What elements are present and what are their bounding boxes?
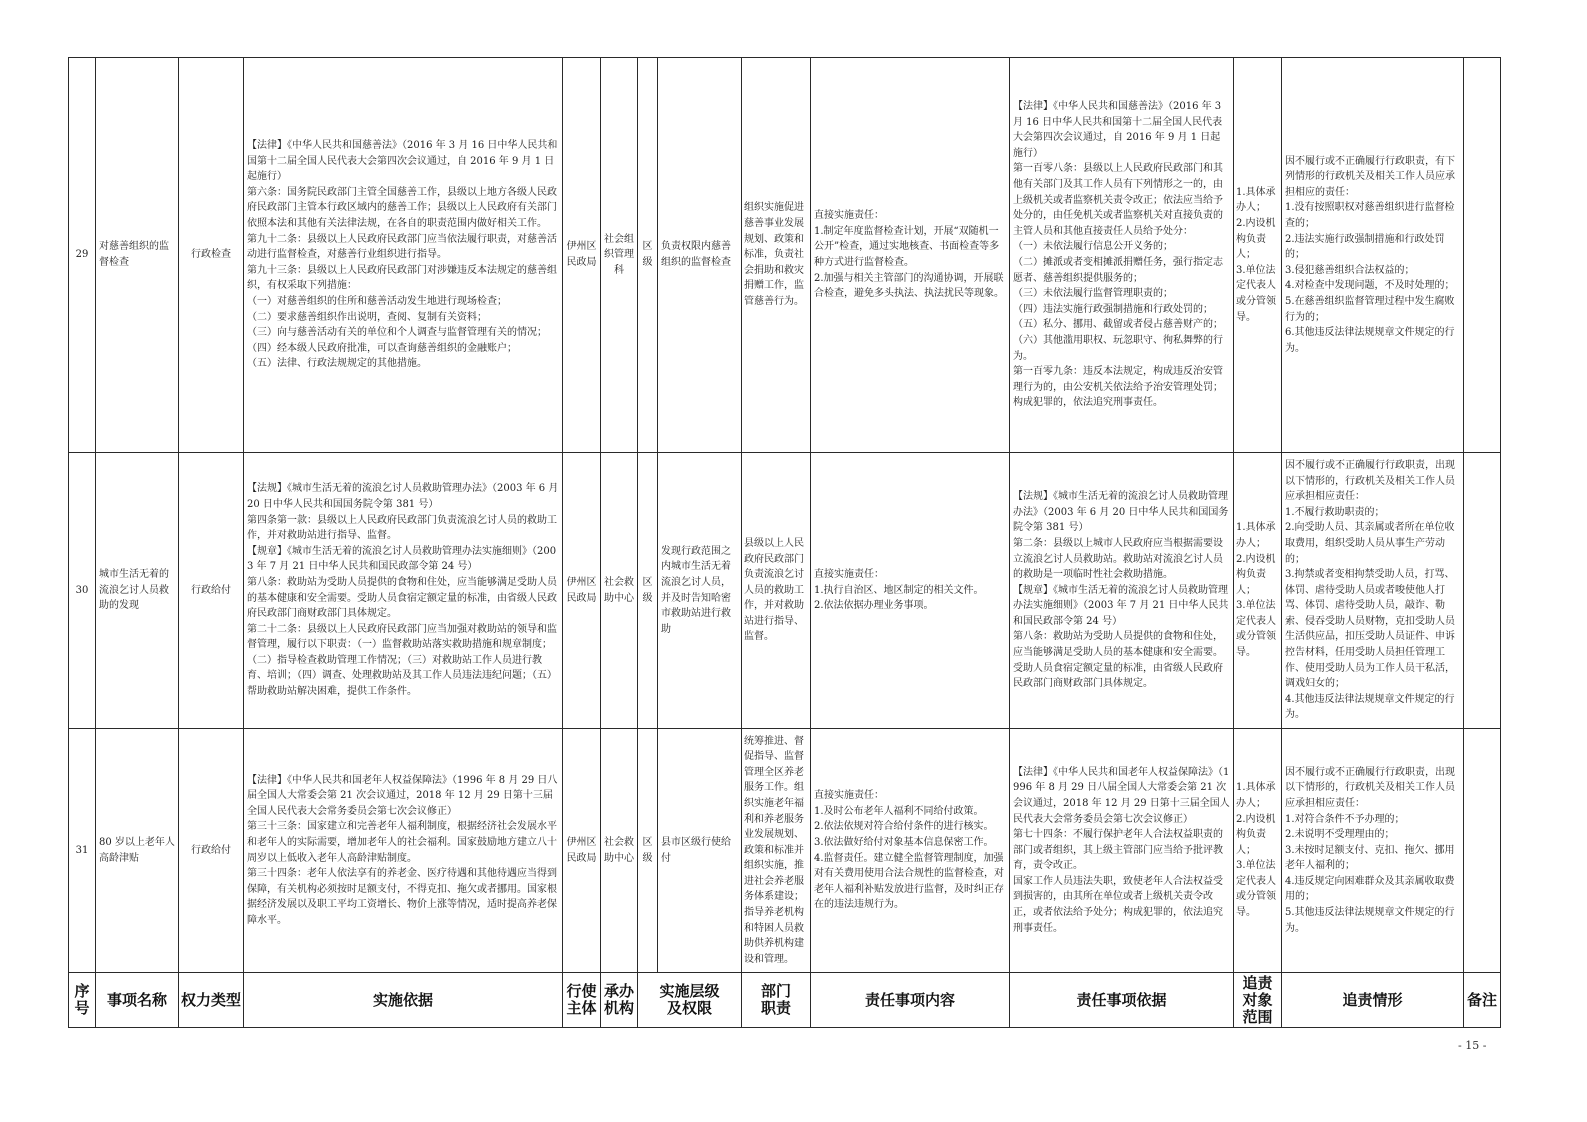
row-seq: 30 [69, 453, 96, 729]
row-item-name: 城市生活无着的流浪乞讨人员救助的发现 [96, 453, 179, 729]
row-level-detail: 发现行政范围之内城市生活无着流浪乞讨人员，并及时告知哈密市救助站进行救助 [658, 453, 742, 729]
header-legal-basis: 实施依据 [244, 973, 563, 1028]
row-accountability-scope: 1.具体承办人； 2.内设机构负责人； 3.单位法定代表人或分管领导。 [1234, 58, 1282, 453]
row-subject: 伊州区民政局 [563, 58, 601, 453]
table-row [69, 58, 1501, 453]
row-resp-basis: 【法律】《中华人民共和国老年人权益保障法》（1996 年 8 月 29 日八届全国人大常委会第 21 次会议通过，2018 年 12 月 29 日第十三届全国人民代表大会常务委员会第七次会议修正） 第七十四条：不履行保护老年人合法权益职责的部门或者组织，其上级主管部门应当给予批评教育，责令改正。 国家工作人员违法失职，致使老年人合法权益受到损害的，由其所在单位或者上级机关责令改正，或者依法给予处分；构成犯罪的，依法追究刑事责任。 [1010, 729, 1234, 973]
header-level: 实施层级及权限 [638, 973, 742, 1028]
header-remark: 备注 [1464, 973, 1501, 1028]
row-remark [1464, 453, 1501, 729]
row-level: 区级 [638, 58, 658, 453]
table-row [69, 729, 1501, 973]
row-level-detail: 负责权限内慈善组织的监督检查 [658, 58, 742, 453]
table-row [69, 453, 1501, 729]
row-accountability-cases: 因不履行或不正确履行行政职责，有下列情形的行政机关及相关工作人员应承担相应的责任： 1.没有按照职权对慈善组织进行监督检查的； 2.违法实施行政强制措施和行政处罚的； 3.侵犯慈善组织合法权益的； 4.对检查中发现问题，不及时处理的； 5.在慈善组织监督管理过程中发生腐败行为的； 6.其他违反法律法规规章文件规定的行为。 [1282, 58, 1464, 453]
header-accountability-cases: 追责情形 [1282, 973, 1464, 1028]
row-agency: 社会救助中心 [601, 729, 638, 973]
row-legal-basis: 【法律】《中华人民共和国老年人权益保障法》（1996 年 8 月 29 日八届全国人大常委会第 21 次会议通过，2018 年 12 月 29 日第十三届全国人民代表大会常务委员会第七次会议修正） 第三十三条：国家建立和完善老年人福利制度，根据经济社会发展水平和老年人的实际需要，增加老年人的社会福利。国家鼓励地方建立八十周岁以上低收入老年人高龄津贴制度。 第三十四条：老年人依法享有的养老金、医疗待遇和其他待遇应当得到保障，有关机构必须按时足额支付，不得克扣、拖欠或者挪用。国家根据经济发展以及职工平均工资增长、物价上涨等情况，适时提高养老保障水平。 [244, 729, 563, 973]
row-accountability-scope: 1.具体承办人； 2.内设机构负责人； 3.单位法定代表人或分管领导。 [1234, 453, 1282, 729]
row-item-name: 80 岁以上老年人高龄津贴 [96, 729, 179, 973]
row-power-type: 行政给付 [179, 453, 244, 729]
header-agency: 承办机构 [601, 973, 638, 1028]
row-accountability-scope: 1.具体承办人； 2.内设机构负责人； 3.单位法定代表人或分管领导。 [1234, 729, 1282, 973]
row-seq: 31 [69, 729, 96, 973]
header-seq: 序号 [69, 973, 96, 1028]
row-subject: 伊州区民政局 [563, 729, 601, 973]
table-header-row [69, 973, 1501, 1028]
header-power-type: 权力类型 [179, 973, 244, 1028]
row-level-detail: 县市区级行使给付 [658, 729, 742, 973]
header-dept-duty: 部门职责 [742, 973, 811, 1028]
responsibility-table [68, 57, 1501, 1028]
header-accountability-scope: 追责对象范围 [1234, 973, 1282, 1028]
row-dept-duty: 统筹推进、督促指导、监督管理全区养老服务工作。组织实施老年福利和养老服务业发展规划、政策和标准并组织实施，推进社会养老服务体系建设；指导养老机构和特困人员救助供养机构建设和管理。 [742, 729, 811, 973]
row-resp-basis: 【法律】《中华人民共和国慈善法》（2016 年 3 月 16 日中华人民共和国第十二届全国人民代表大会第四次会议通过，自 2016 年 9 月 1 日起施行） 第一百零八条：县级以上人民政府民政部门和其他有关部门及其工作人员有下列情形之一的，由上级机关或者监察机关责令改正；依法应当给予处分的，由任免机关或者监察机关对直接负责的主管人员和其他直接责任人员给予处分： （一）未依法履行信息公开义务的； （二）摊派或者变相摊派捐赠任务，强行指定志愿者、慈善组织提供服务的； （三）未依法履行监督管理职责的； （四）违法实施行政强制措施和行政处罚的； （五）私分、挪用、截留或者侵占慈善财产的； （六）其他滥用职权、玩忽职守、徇私舞弊的行为。 第一百零九条：违反本法规定，构成违反治安管理行为的，由公安机关依法给予治安管理处罚；构成犯罪的，依法追究刑事责任。 [1010, 58, 1234, 453]
row-resp-basis: 【法规】《城市生活无着的流浪乞讨人员救助管理办法》（2003 年 6 月 20 日中华人民共和国国务院令第 381 号） 第二条：县级以上城市人民政府应当根据需要设立流浪乞讨人员救助站。救助站对流浪乞讨人员的救助是一项临时性社会救助措施。 【规章】《城市生活无着的流浪乞讨人员救助管理办法实施细则》（2003 年 7 月 21 日中华人民共和国民政部令第 24 号） 第八条：救助站为受助人员提供的食物和住处，应当能够满足受助人员的基本健康和安全需要。受助人员食宿定额定量的标准，由省级人民政府民政部门商财政部门具体规定。 [1010, 453, 1234, 729]
row-level: 区级 [638, 729, 658, 973]
row-resp-content: 直接实施责任： 1.制定年度监督检查计划，开展“双随机一公开”检查，通过实地核查、书面检查等多种方式进行监督检查。 2.加强与相关主管部门的沟通协调，开展联合检查，避免多头执法、执法扰民等现象。 [811, 58, 1010, 453]
row-seq: 29 [69, 58, 96, 453]
row-agency: 社会救助中心 [601, 453, 638, 729]
row-accountability-cases: 因不履行或不正确履行行政职责，出现以下情形的，行政机关及相关工作人员应承担相应责任： 1.不履行救助职责的； 2.向受助人员、其亲属或者所在单位收取费用，组织受助人员从事生产劳动的； 3.拘禁或者变相拘禁受助人员，打骂、体罚、虐待受助人员或者唆使他人打骂、体罚、虐待受助人员，敲诈、勒索、侵吞受助人员财物，克扣受助人员生活供应品，扣压受助人员证件、申诉控告材料，任用受助人员担任管理工作、使用受助人员为工作人员干私活，调戏妇女的； 4.其他违反法律法规规章文件规定的行为。 [1282, 453, 1464, 729]
header-resp-content: 责任事项内容 [811, 973, 1010, 1028]
header-resp-basis: 责任事项依据 [1010, 973, 1234, 1028]
row-subject: 伊州区民政局 [563, 453, 601, 729]
row-remark [1464, 729, 1501, 973]
page-number: - 15 - [1458, 1039, 1487, 1052]
row-legal-basis: 【法律】《中华人民共和国慈善法》（2016 年 3 月 16 日中华人民共和国第十二届全国人民代表大会第四次会议通过，自 2016 年 9 月 1 日起施行） 第六条：国务院民政部门主管全国慈善工作，县级以上地方各级人民政府民政部门主管本行政区域内的慈善工作；县级以上人民政府有关部门依照本法和其他有关法律法规，在各自的职责范围内做好相关工作。 第九十二条：县级以上人民政府民政部门应当依法履行职责，对慈善活动进行监督检查，对慈善行业组织进行指导。 第九十三条：县级以上人民政府民政部门对涉嫌违反本法规定的慈善组织，有权采取下列措施： （一）对慈善组织的住所和慈善活动发生地进行现场检查； （二）要求慈善组织作出说明，查阅、复制有关资料； （三）向与慈善活动有关的单位和个人调查与监督管理有关的情况； （四）经本级人民政府批准，可以查询慈善组织的金融账户； （五）法律、行政法规规定的其他措施。 [244, 58, 563, 453]
row-agency: 社会组织管理科 [601, 58, 638, 453]
row-dept-duty: 县级以上人民政府民政部门负责流浪乞讨人员的救助工作，并对救助站进行指导、监督。 [742, 453, 811, 729]
row-power-type: 行政检查 [179, 58, 244, 453]
row-resp-content: 直接实施责任： 1.执行自治区、地区制定的相关文件。 2.依法依据办理业务事项。 [811, 453, 1010, 729]
row-legal-basis: 【法规】《城市生活无着的流浪乞讨人员救助管理办法》（2003 年 6 月 20 日中华人民共和国国务院令第 381 号） 第四条第一款：县级以上人民政府民政部门负责流浪乞讨人员的救助工作，并对救助站进行指导、监督。 【规章】《城市生活无着的流浪乞讨人员救助管理办法实施细则》（2003 年 7 月 21 日中华人民共和国民政部令第 24 号） 第八条：救助站为受助人员提供的食物和住处，应当能够满足受助人员的基本健康和安全需要。受助人员食宿定额定量的标准，由省级人民政府民政部门商财政部门具体规定。 第二十二条：县级以上人民政府民政部门应当加强对救助站的领导和监督管理，履行以下职责：（一）监督救助站落实救助措施和规章制度；（二）指导检查救助管理工作情况；（三）对救助站工作人员进行教育、培训；（四）调查、处理救助站及其工作人员违法违纪问题；（五）帮助救助站解决困难，提供工作条件。 [244, 453, 563, 729]
row-dept-duty: 组织实施促进慈善事业发展规划、政策和标准，负责社会捐助和救灾捐赠工作，监管慈善行为。 [742, 58, 811, 453]
row-level: 区级 [638, 453, 658, 729]
row-accountability-cases: 因不履行或不正确履行行政职责，出现以下情形的，行政机关及相关工作人员应承担相应责任： 1.对符合条件不予办理的； 2.未说明不受理理由的； 3.未按时足额支付、克扣、拖欠、挪用老年人福利的； 4.违反规定向困难群众及其亲属收取费用的； 5.其他违反法律法规规章文件规定的行为。 [1282, 729, 1464, 973]
row-resp-content: 直接实施责任： 1.及时公布老年人福利不同给付政策。 2.依法依规对符合给付条件的进行核实。 3.依法做好给付对象基本信息保密工作。 4.监督责任。建立健全监督管理制度，加强对有关费用使用合法合规性的监督检查，对老年人福利补贴发放进行监督，及时纠正存在的违法违规行为。 [811, 729, 1010, 973]
row-power-type: 行政给付 [179, 729, 244, 973]
row-item-name: 对慈善组织的监督检查 [96, 58, 179, 453]
header-item-name: 事项名称 [96, 973, 179, 1028]
row-remark [1464, 58, 1501, 453]
header-subject: 行使主体 [563, 973, 601, 1028]
